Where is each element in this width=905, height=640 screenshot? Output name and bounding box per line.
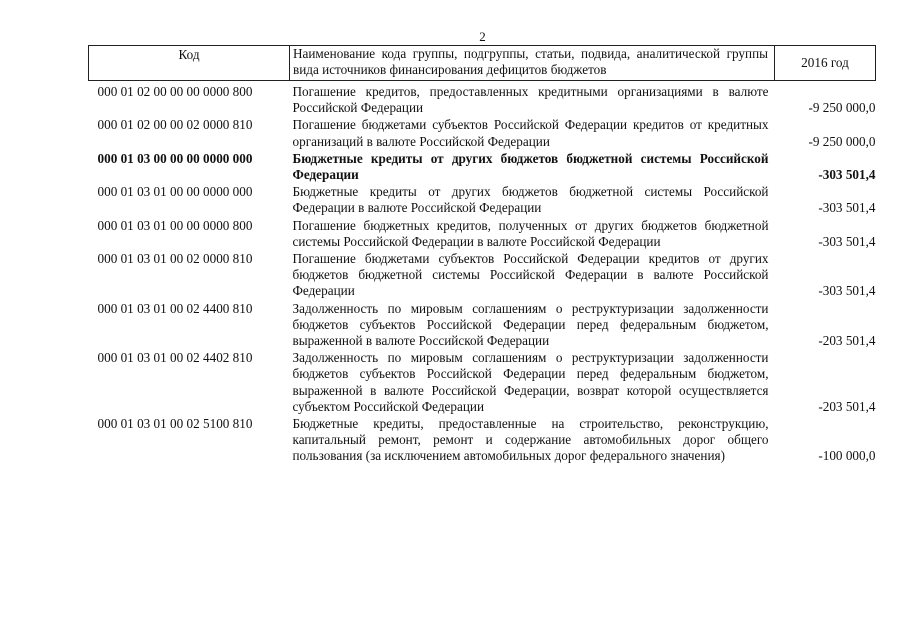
row-name: Задолженность по мировым соглашениям о реструктуризации задолженности бюджетов субъектов Российской Федерации перед федеральным бюджетом, выраженной в валюте Российской Федерации, возврат которой осуществляется субъектом Российской Федерации <box>292 350 769 414</box>
row-code: 000 01 03 01 00 02 0000 810 <box>97 251 253 267</box>
row-value: -100 000,0 <box>818 448 876 464</box>
row-value: -303 501,4 <box>818 200 876 216</box>
row-value: -203 501,4 <box>818 398 876 414</box>
row-value: -203 501,4 <box>818 333 876 349</box>
row-name: Задолженность по мировым соглашениям о реструктуризации задолженности бюджетов субъектов Российской Федерации перед федеральным бюджетом, выраженной в валюте Российской Федерации <box>292 300 769 349</box>
row-name: Погашение бюджетных кредитов, полученных от других бюджетов бюджетной системы Российской Федерации в валюте Российской Федерации <box>292 217 769 249</box>
row-value: -9 250 000,0 <box>808 100 876 116</box>
row-code: 000 01 02 00 00 02 0000 810 <box>97 117 253 133</box>
table-row <box>89 250 876 300</box>
row-code: 000 01 02 00 00 00 0000 800 <box>97 84 253 99</box>
table-row <box>89 116 876 149</box>
row-code: 000 01 03 01 00 02 4402 810 <box>97 350 253 366</box>
table-row <box>89 150 876 183</box>
table-body <box>89 81 876 465</box>
row-name: Бюджетные кредиты, предоставленные на строительство, реконструкцию, капитальный ремонт, ремонт и содержание автомобильных дорог общего пользования (за исключением автомобильных дорог федерального значения) <box>292 416 769 464</box>
financing-sources-table <box>88 45 876 465</box>
row-name: Погашение бюджетами субъектов Российской Федерации кредитов от кредитных организаций в валюте Российской Федерации <box>292 117 769 149</box>
row-code: 000 01 03 01 00 00 0000 800 <box>97 217 253 233</box>
table-row <box>89 183 876 216</box>
header-name: Наименование кода группы, подгруппы, статьи, подвида, аналитической группы вида источников финансирования дефицитов бюджетов <box>290 46 775 81</box>
row-code: 000 01 03 01 00 02 5100 810 <box>97 416 253 432</box>
row-value: -303 501,4 <box>818 283 876 299</box>
header-code: Код <box>89 46 290 81</box>
table-row <box>89 349 876 415</box>
row-code: 000 01 03 01 00 00 0000 000 <box>97 184 253 200</box>
row-name: Бюджетные кредиты от других бюджетов бюджетной системы Российской Федерации в валюте Российской Федерации <box>292 184 769 216</box>
row-value: -9 250 000,0 <box>808 133 876 149</box>
row-name: Погашение кредитов, предоставленных кредитными организациями в валюте Российской Федерации <box>292 84 769 116</box>
table-header-row <box>89 46 876 81</box>
table-row <box>89 81 876 117</box>
page-number: 2 <box>479 29 486 44</box>
table-row <box>89 415 876 465</box>
row-value: -303 501,4 <box>818 167 876 183</box>
table-row <box>89 300 876 350</box>
row-value: -303 501,4 <box>818 233 876 249</box>
row-name: Погашение бюджетами субъектов Российской Федерации кредитов от других бюджетов бюджетной системы Российской Федерации в валюте Российской Федерации <box>292 251 769 299</box>
row-code: 000 01 03 00 00 00 0000 000 <box>97 150 253 166</box>
row-code: 000 01 03 01 00 02 4400 810 <box>97 300 253 316</box>
header-year: 2016 год <box>775 46 876 81</box>
table-row <box>89 217 876 250</box>
row-name: Бюджетные кредиты от других бюджетов бюджетной системы Российской Федерации <box>292 150 769 183</box>
